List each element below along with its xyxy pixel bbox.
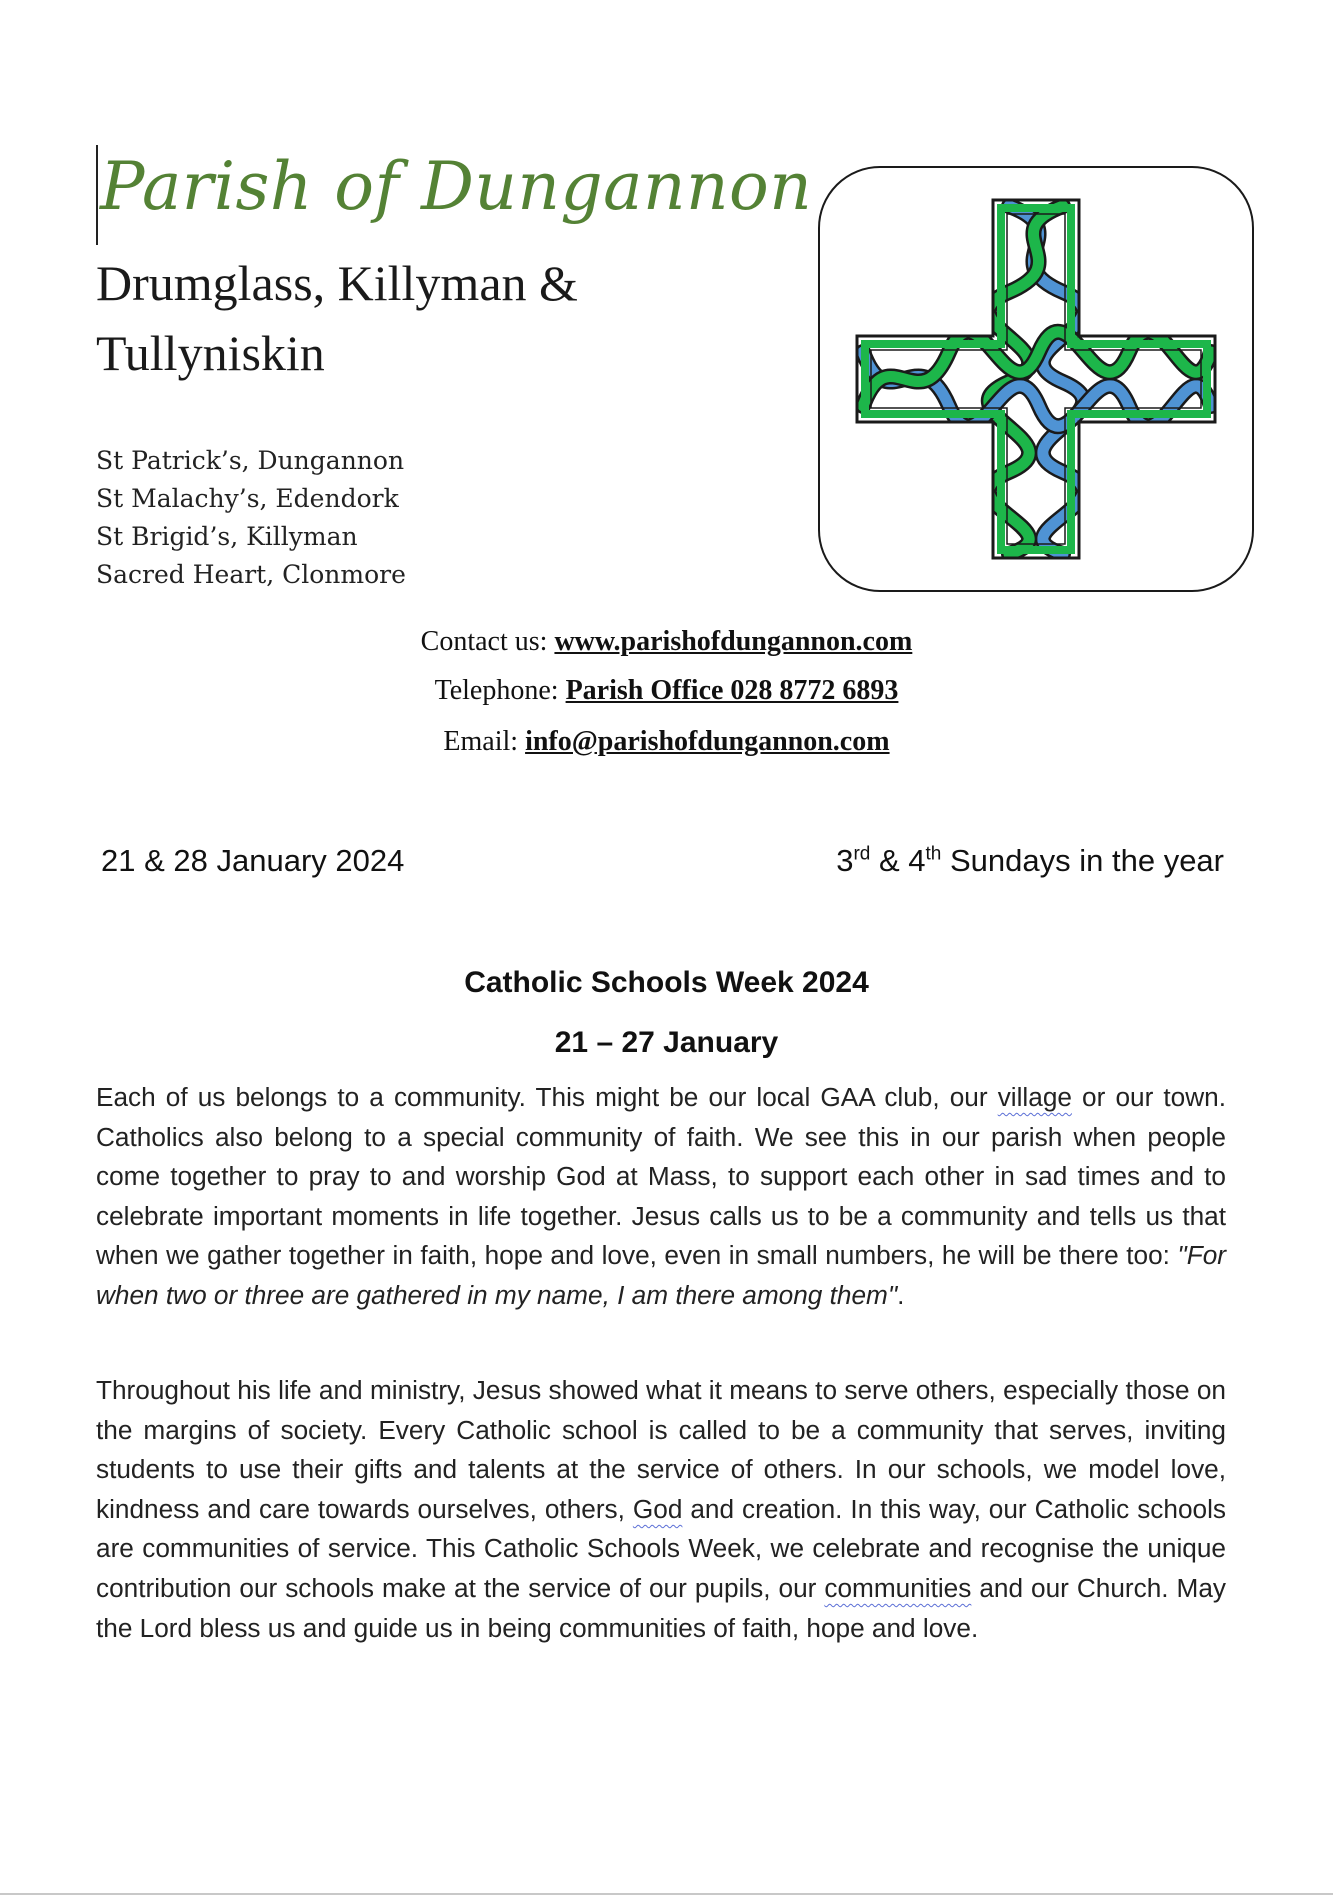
church-item: St Patrick’s, Dungannon [96, 446, 405, 475]
subtitle-line-1: Drumglass, Killyman & [96, 255, 578, 311]
contact-phone-label: Telephone: [434, 675, 566, 706]
contact-email-line [0, 726, 1333, 758]
bulletin-dates: 21 & 28 January 2024 [101, 843, 405, 878]
parish-title: Parish of Dungannon [100, 148, 813, 225]
bible-quote: "For when two or three are gathered in my name, I am there among them" [96, 1240, 1226, 1310]
parish-subtitle [96, 248, 716, 388]
spellcheck-word: communities [824, 1572, 972, 1603]
celtic-cross-icon [849, 192, 1223, 566]
article-heading: Catholic Schools Week 2024 [464, 966, 869, 999]
email-link[interactable]: info@parishofdungannon.com [525, 726, 890, 757]
spellcheck-word: God [632, 1493, 683, 1524]
spellcheck-word: village [997, 1082, 1072, 1112]
page-bottom-edge [0, 1893, 1333, 1895]
church-item: Sacred Heart, Clonmore [96, 560, 406, 589]
liturgical-sundays: 3rd & 4th Sundays in the year [836, 843, 1224, 878]
phone-link[interactable]: Parish Office 028 8772 6893 [565, 675, 899, 706]
subtitle-line-2: Tullyniskin [96, 325, 325, 381]
article-paragraph-2: Throughout his life and ministry, Jesus showed what it means to serve others, especially those on the margins of society. Every Catholic school is called to be a community that serves, inviting students to use their gifts and talents at the service of others. In our schools, we model love, kindness and care towards ourselves, others, God and creation. In this way, our Catholic schools are communities of service. This Catholic Schools Week, we celebrate and recognise the unique contribution our schools make at the service of our pupils, our communities and our Church. May the Lord bless us and guide us in being communities of faith, hope and love. [96, 1375, 1226, 1643]
article-subheading: 21 – 27 January [554, 1026, 779, 1059]
church-item: St Brigid’s, Killyman [96, 522, 358, 551]
logo-frame [818, 166, 1254, 592]
contact-phone-line [0, 675, 1333, 707]
article-paragraph-1: Each of us belongs to a community. This might be our local GAA club, our village or our town. Catholics also belong to a special community of faith. We see this in our parish when people come together to pray to and worship God at Mass, to support each other in sad times and to celebrate important moments in life together. Jesus calls us to be a community and tells us that when we gather together in faith, hope and love, even in small numbers, he will be there too: "For when two or three are gathered in my name, I am there among them". [96, 1082, 1226, 1310]
text-cursor [96, 145, 98, 245]
contact-website-label: Contact us: [420, 626, 555, 657]
website-link[interactable]: www.parishofdungannon.com [554, 626, 913, 657]
church-item: St Malachy’s, Edendork [96, 484, 399, 513]
contact-website-line [0, 626, 1333, 658]
church-list [96, 442, 406, 594]
contact-email-label: Email: [443, 726, 526, 757]
